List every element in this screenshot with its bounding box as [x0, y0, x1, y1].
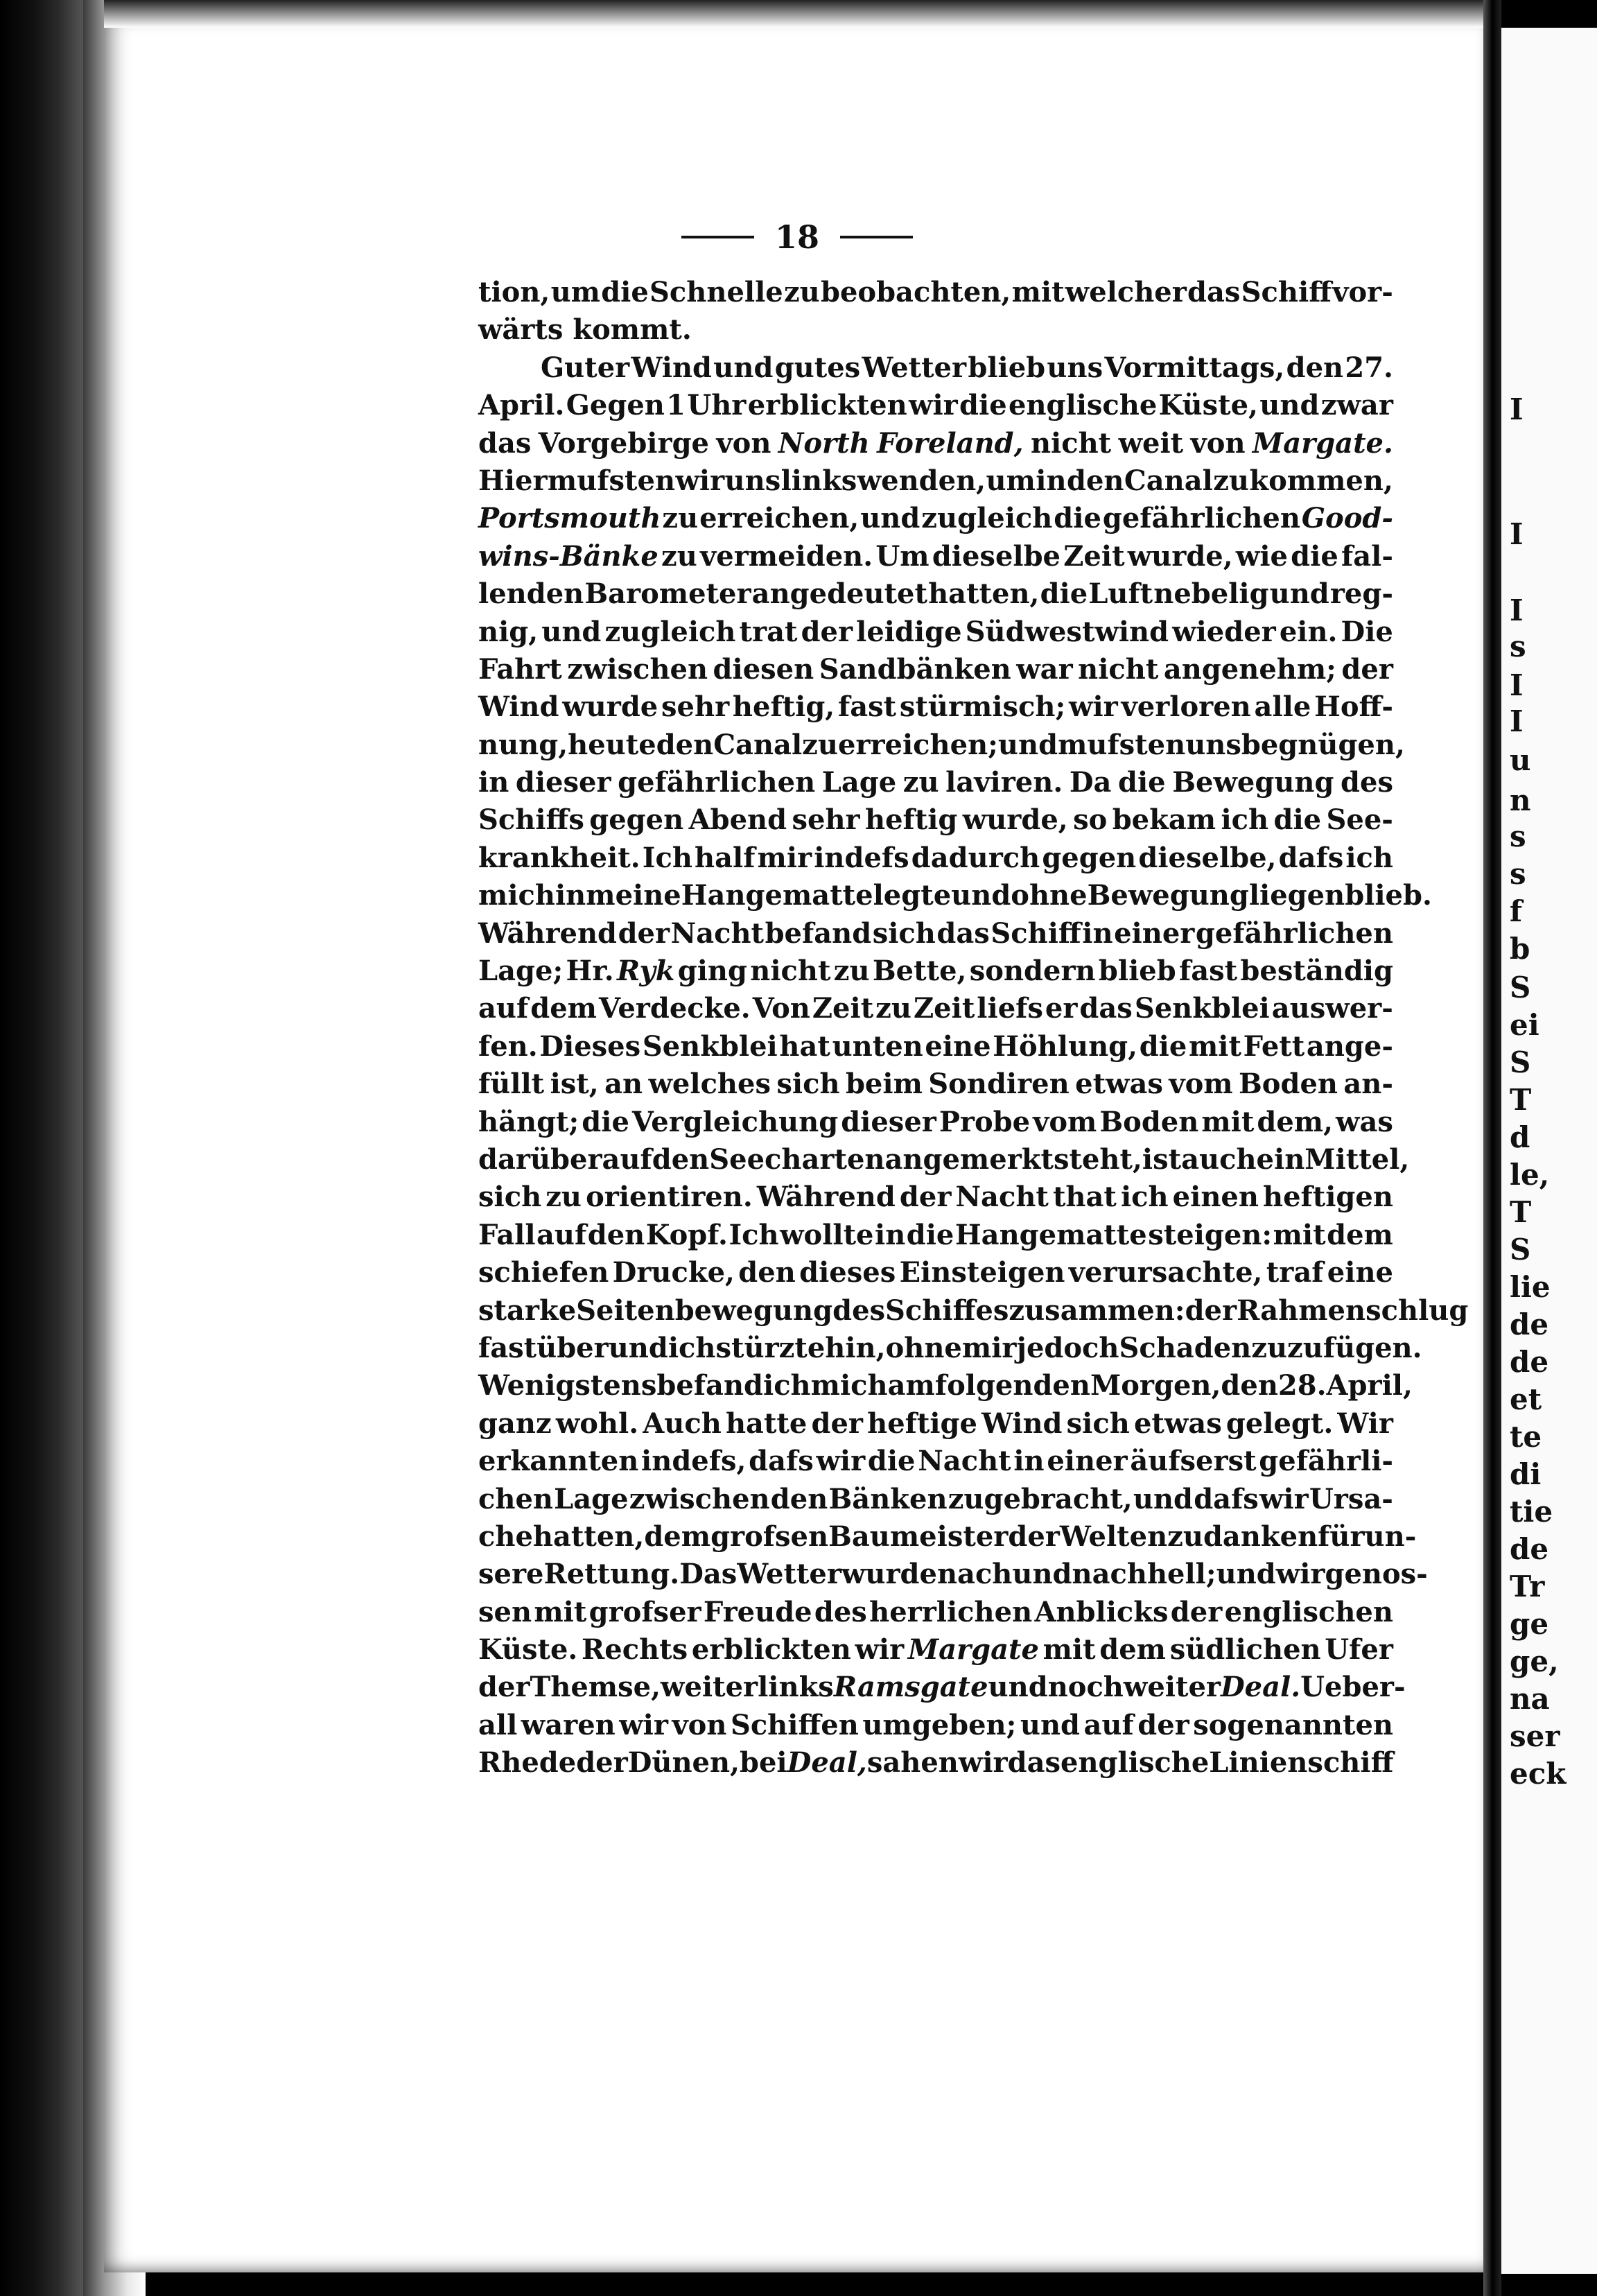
next-page-fragment: S: [1510, 1233, 1531, 1267]
text-line: das Vorgebirge von North Foreland, nicht weit von Margate.: [478, 426, 1393, 460]
next-page-fragment: S: [1510, 971, 1531, 1004]
text-line: in dieser gefährlichen Lage zu laviren. Da die Bewegung des: [478, 766, 1393, 799]
next-page-fragment: u: [1510, 743, 1531, 777]
text-line: Während der Nacht befand sich das Schiff in einer gefährlichen: [478, 916, 1393, 950]
next-page-fragment: n: [1510, 783, 1531, 817]
text-line: mich in meine Hangematte legte und ohne Bewegung liegen blieb.: [478, 879, 1432, 912]
text-line: Lage; Hr. Ryk ging nicht zu Bette, sondern blieb fast beständig: [478, 955, 1393, 988]
text-line: Rhede der Dünen, bei Deal, sahen wir das englische Linienschiff: [478, 1746, 1394, 1780]
next-page-fragment: ser: [1510, 1719, 1560, 1753]
text-line: erkannten indefs, dafs wir die Nacht in einer äufserst gefährli-: [478, 1445, 1393, 1478]
text-line: Fall auf den Kopf. Ich wollte in die Hangematte steigen: mit dem: [478, 1218, 1393, 1251]
text-line: fen. Dieses Senkblei hat unten eine Höhlung, die mit Fett ange-: [478, 1029, 1393, 1063]
text-line: Guter Wind und gutes Wetter blieb uns Vormittags, den 27.: [541, 351, 1393, 384]
text-line: sen mit grofser Freude des herrlichen Anblicks der englischen: [478, 1595, 1393, 1628]
text-line: Hier mufsten wir uns links wenden, um in den Canal zu kommen,: [478, 464, 1393, 497]
page-header: [658, 216, 936, 258]
text-line: chen Lage zwischen den Bänken zugebracht, und dafs wir Ursa-: [478, 1482, 1393, 1515]
next-page-fragment: I: [1510, 668, 1524, 702]
page-top-edge: [104, 0, 1483, 28]
next-page-fragment: lie: [1510, 1270, 1551, 1304]
next-page-fragment: eck: [1510, 1757, 1567, 1791]
text-line: nung, heute den Canal zu erreichen; und mufsten uns begnügen,: [478, 728, 1405, 761]
next-page-fragment: Tr: [1510, 1569, 1545, 1603]
text-line: darüber auf den Seecharten angemerkt steht, ist auch ein Mittel,: [478, 1142, 1410, 1176]
next-page-fragment: tie: [1510, 1495, 1553, 1529]
text-line: che hatten, dem grofsen Baumeister der Welten zu danken für un-: [478, 1520, 1417, 1553]
next-page-fragment: ei: [1510, 1008, 1539, 1042]
next-page-fragment: b: [1510, 932, 1530, 966]
next-page-fragment: f: [1510, 894, 1523, 928]
next-page-fragment: s: [1510, 819, 1526, 853]
text-line: starke Seitenbewegung des Schiffes zusammen: der Rahmen schlug: [478, 1294, 1469, 1327]
next-page-fragment: na: [1510, 1682, 1550, 1716]
header-dash-right: [840, 236, 913, 238]
text-line: füllt ist, an welches sich beim Sondiren etwas vom Boden an-: [478, 1068, 1393, 1101]
text-line: tion, um die Schnelle zu beobachten, mit welcher das Schiff vor-: [478, 276, 1393, 308]
text-line: Wind wurde sehr heftig, fast stürmisch; wir verloren alle Hoff-: [478, 690, 1393, 724]
next-page-fragment: de: [1510, 1307, 1549, 1341]
text-line: krankheit. Ich half mir indefs dadurch gegen dieselbe, dafs ich: [478, 841, 1393, 874]
next-page-fragment: T: [1510, 1195, 1532, 1229]
text-line: Fahrt zwischen diesen Sandbänken war nicht angenehm; der: [478, 652, 1393, 686]
next-page-fragment: I: [1510, 704, 1524, 738]
next-page-fragment: de: [1510, 1345, 1549, 1379]
text-line: sere Rettung. Das Wetter wurde nach und nach hell; und wir genos-: [478, 1558, 1428, 1591]
next-page-fragment: de: [1510, 1532, 1549, 1566]
text-line: April. Gegen 1 Uhr erblickten wir die englische Küste, und zwar: [478, 389, 1393, 422]
page-divider: [1483, 0, 1501, 2296]
next-page-fragment: s: [1510, 857, 1526, 891]
text-line: Schiffs gegen Abend sehr heftig wurde, so bekam ich die See-: [478, 803, 1393, 837]
text-line: lenden Barometer angedeutet hatten, die Luft nebelig und reg-: [478, 577, 1393, 611]
next-page-fragment: T: [1510, 1083, 1532, 1117]
next-page-fragment: te: [1510, 1420, 1542, 1454]
next-page-fragment: le,: [1510, 1158, 1550, 1192]
text-line: fast über und ich stürzte hin, ohne mir jedoch Schaden zuzufügen.: [478, 1331, 1422, 1364]
next-page-fragment: s: [1510, 629, 1526, 663]
body-text: [478, 274, 1469, 1782]
next-page-fragment: ge: [1510, 1607, 1549, 1641]
text-line: wins-Bänke zu vermeiden. Um dieselbe Zeit wurde, wie die fal-: [478, 539, 1393, 573]
next-page-fragment: S: [1510, 1045, 1531, 1079]
next-page-fragment: d: [1510, 1120, 1530, 1154]
text-line: all waren wir von Schiffen umgeben; und auf der sogenannten: [478, 1708, 1393, 1741]
next-page-fragment: I: [1510, 392, 1524, 426]
next-page-fragment: I: [1510, 517, 1524, 551]
book-spine: [0, 0, 83, 2296]
text-line: Küste. Rechts erblickten wir Margate mit dem südlichen Ufer: [478, 1633, 1393, 1667]
text-line: nig, und zugleich trat der leidige Südwestwind wieder ein. Die: [478, 615, 1393, 648]
text-line: schiefen Drucke, den dieses Einsteigen verursachte, traf eine: [478, 1256, 1393, 1289]
next-page-sliver: [1501, 28, 1597, 2274]
text-line: auf dem Verdecke. Von Zeit zu Zeit liefs er das Senkblei auswer-: [478, 992, 1393, 1025]
page-number: 18: [774, 218, 819, 256]
next-page-fragment: di: [1510, 1457, 1542, 1491]
text-line: Portsmouth zu erreichen, und zugleich die gefährlichen Good-: [478, 502, 1393, 535]
next-page-fragment: et: [1510, 1382, 1542, 1416]
text-line: hängt; die Vergleichung dieser Probe vom Boden mit dem, was: [478, 1105, 1393, 1138]
text-line: wärts kommt.: [478, 313, 692, 347]
text-line: Wenigstens befand ich mich am folgenden Morgen, den 28. April,: [478, 1369, 1413, 1402]
next-page-fragment: ge,: [1510, 1644, 1559, 1678]
header-dash-left: [681, 236, 754, 238]
text-line: sich zu orientiren. Während der Nacht that ich einen heftigen: [478, 1181, 1393, 1214]
text-line: der Themse, weiter links Ramsgate und noch weiter Deal. Ueber-: [478, 1671, 1406, 1704]
next-page-fragment: I: [1510, 593, 1524, 627]
text-line: ganz wohl. Auch hatte der heftige Wind sich etwas gelegt. Wir: [478, 1407, 1393, 1440]
